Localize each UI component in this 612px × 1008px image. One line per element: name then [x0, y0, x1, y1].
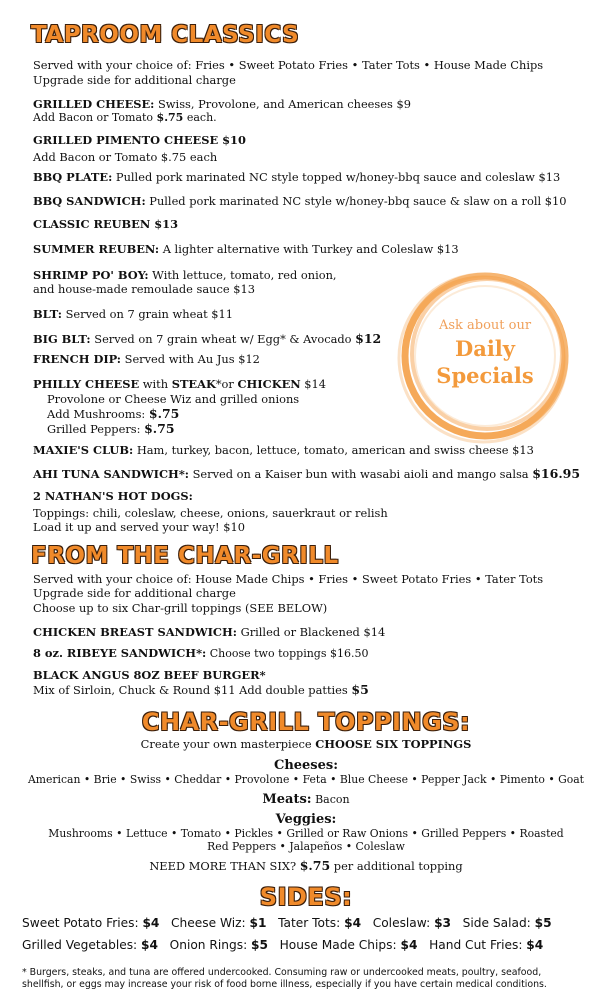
toppings-title: CHAR-GRILL TOPPINGS:: [141, 708, 471, 736]
veggies-list-2: Red Peppers • Jalapeños • Coleslaw: [207, 840, 405, 853]
veggies-list-1: Mushrooms • Lettuce • Tomato • Pickles • Grilled or Raw Onions • Grilled Peppers • Roasted: [48, 827, 564, 840]
item-philly-cheese: [33, 377, 326, 391]
item-french-dip: [33, 352, 260, 366]
toppings-more: [0, 858, 612, 873]
item-desc: Served on a Kaiser bun with wasabi aioli and mango salsa: [188, 467, 533, 481]
specials-line-2: Daily: [455, 336, 515, 361]
item-price: $16.95: [532, 466, 581, 481]
side-item: Side Salad: $5: [462, 916, 552, 930]
taproom-title: TAPROOM CLASSICS: [31, 22, 300, 48]
item-desc: A lighter alternative with Turkey and Coleslaw $13: [159, 242, 459, 256]
item-name: GRILLED CHEESE:: [33, 97, 155, 111]
item-hot-dogs-line3: Load it up and served your way! $10: [33, 520, 245, 534]
side-item: Hand Cut Fries: $4: [429, 938, 544, 952]
item-desc: Pulled pork marinated NC style w/honey-bbq sauce & slaw on a roll $10: [145, 194, 567, 208]
disclaimer-line-2: shellfish, or eggs may increase your risk of food borne illness, especially if you have certain medical conditions.: [22, 979, 547, 990]
more-text: NEED MORE THAN SIX?: [149, 859, 300, 873]
item-desc: Served on 7 grain wheat w/ Egg* & Avocado: [90, 332, 356, 346]
item-price: $14: [300, 377, 327, 391]
item-shrimp-line2: and house-made remoulade sauce $13: [33, 282, 255, 296]
specials-line-1: Ask about our: [438, 318, 532, 333]
addon-text: Grilled Peppers:: [47, 422, 145, 436]
item-blt: [33, 307, 233, 321]
cheeses-label: Cheeses:: [273, 758, 339, 773]
item-option-steak: STEAK: [171, 377, 216, 391]
disclaimer-line-1: * Burgers, steaks, and tuna are offered undercooked. Consuming raw or undercooked meats, poultry, seafood,: [22, 967, 542, 978]
veggies-label: Veggies:: [275, 812, 337, 827]
item-name: CHICKEN BREAST SANDWICH:: [33, 625, 237, 639]
side-item: Grilled Vegetables: $4: [22, 938, 159, 952]
item-desc: Served on 7 grain wheat $11: [61, 307, 234, 321]
specials-line-3: Specials: [436, 363, 534, 388]
item-philly-line2: Provolone or Cheese Wiz and grilled onions: [47, 392, 300, 406]
item-ribeye: [33, 646, 368, 660]
item-summer-reuben: [33, 242, 459, 256]
item-desc: Grilled or Blackened $14: [236, 625, 386, 639]
addon-text: Add Bacon or Tomato: [33, 111, 157, 124]
item-name: BLT:: [33, 307, 62, 321]
item-bbq-plate: [33, 170, 560, 184]
side-item: Sweet Potato Fries: $4: [22, 916, 160, 930]
item-name: 8 oz. RIBEYE SANDWICH*:: [33, 646, 207, 660]
item-name: PHILLY CHEESE: [33, 377, 140, 391]
item-name: AHI TUNA SANDWICH*:: [33, 467, 189, 481]
item-philly-mushrooms: [47, 406, 179, 421]
side-item: Tater Tots: $4: [278, 916, 362, 930]
item-desc: Swiss, Provolone, and American cheeses $9: [154, 97, 411, 111]
item-name: BIG BLT:: [33, 332, 91, 346]
item-option-chicken: CHICKEN: [237, 377, 301, 391]
item-burger-line2: [33, 682, 369, 697]
meats-label: Meats:: [262, 792, 312, 807]
item-shrimp-po-boy: [33, 268, 337, 282]
meats-row: [0, 792, 612, 807]
chargrill-intro-3: Choose up to six Char-grill toppings (SEE BELOW): [33, 601, 328, 615]
item-name: SHRIMP PO' BOY:: [33, 268, 149, 282]
addon-price: $.75: [148, 406, 180, 421]
side-item: Coleslaw: $3: [372, 916, 452, 930]
item-philly-peppers: [47, 421, 175, 436]
item-burger: BLACK ANGUS 8OZ BEEF BURGER*: [33, 668, 266, 682]
item-desc: Served with Au Jus $12: [121, 352, 260, 366]
sides-title: SIDES:: [259, 883, 353, 911]
item-pimento-addon: Add Bacon or Tomato $.75 each: [33, 150, 218, 164]
toppings-intro-text: Create your own masterpiece: [140, 737, 316, 751]
item-hot-dogs-toppings: Toppings: chili, coleslaw, cheese, onions, sauerkraut or relish: [33, 506, 388, 520]
addon-end: each.: [183, 111, 217, 124]
item-classic-reuben: CLASSIC REUBEN $13: [33, 217, 179, 231]
item-big-blt: [33, 331, 381, 346]
item-mid: *or: [215, 377, 238, 391]
side-item: Cheese Wiz: $1: [171, 916, 267, 930]
item-chicken-breast: [33, 625, 385, 639]
item-hot-dogs: 2 NATHAN'S HOT DOGS:: [33, 489, 193, 503]
item-desc: Choose two toppings $16.50: [206, 647, 369, 660]
item-price: $12: [355, 331, 382, 346]
item-name: BBQ PLATE:: [33, 170, 113, 184]
side-item: Onion Rings: $5: [169, 938, 269, 952]
sides-row-2: [22, 938, 543, 952]
item-desc: Ham, turkey, bacon, lettuce, tomato, american and swiss cheese $13: [133, 443, 534, 457]
chargrill-intro-1: Served with your choice of: House Made Chips • Fries • Sweet Potato Fries • Tater Tots: [33, 572, 544, 586]
meats-list: Bacon: [311, 793, 350, 806]
more-end: per additional topping: [330, 859, 463, 873]
item-maxies-club: [33, 443, 534, 457]
item-ahi-tuna: [33, 466, 580, 481]
item-desc: Pulled pork marinated NC style topped w/honey-bbq sauce and coleslaw $13: [112, 170, 561, 184]
item-price: $5: [351, 682, 369, 697]
item-name: BBQ SANDWICH:: [33, 194, 146, 208]
taproom-intro-2: Upgrade side for additional charge: [33, 73, 236, 87]
chargrill-intro-2: Upgrade side for additional charge: [33, 586, 236, 600]
addon-text: Add Mushrooms:: [47, 407, 149, 421]
item-desc: Mix of Sirloin, Chuck & Round $11 Add double patties: [33, 683, 352, 697]
item-name: SUMMER REUBEN:: [33, 242, 160, 256]
item-name: MAXIE'S CLUB:: [33, 443, 134, 457]
addon-price: $.75: [156, 111, 184, 124]
daily-specials-badge: [396, 267, 574, 445]
side-item: House Made Chips: $4: [279, 938, 418, 952]
more-price: $.75: [299, 858, 331, 873]
item-bbq-sandwich: [33, 194, 566, 208]
sides-row-1: [22, 916, 552, 930]
toppings-intro-bold: CHOOSE SIX TOPPINGS: [315, 737, 472, 751]
chargrill-title: FROM THE CHAR-GRILL: [31, 543, 339, 569]
cheeses-list: American • Brie • Swiss • Cheddar • Provolone • Feta • Blue Cheese • Pepper Jack • Pimento • Goat: [27, 773, 585, 786]
item-desc: With lettuce, tomato, red onion,: [148, 268, 337, 282]
taproom-intro-1: Served with your choice of: Fries • Sweet Potato Fries • Tater Tots • House Made Chips: [33, 58, 544, 72]
item-name: FRENCH DIP:: [33, 352, 122, 366]
toppings-intro: [0, 737, 612, 751]
item-grilled-cheese: [33, 97, 411, 111]
item-grilled-cheese-addon: [33, 111, 217, 124]
addon-price: $.75: [144, 421, 175, 436]
item-pimento-cheese: GRILLED PIMENTO CHEESE $10: [33, 133, 246, 147]
item-mid: with: [139, 377, 172, 391]
